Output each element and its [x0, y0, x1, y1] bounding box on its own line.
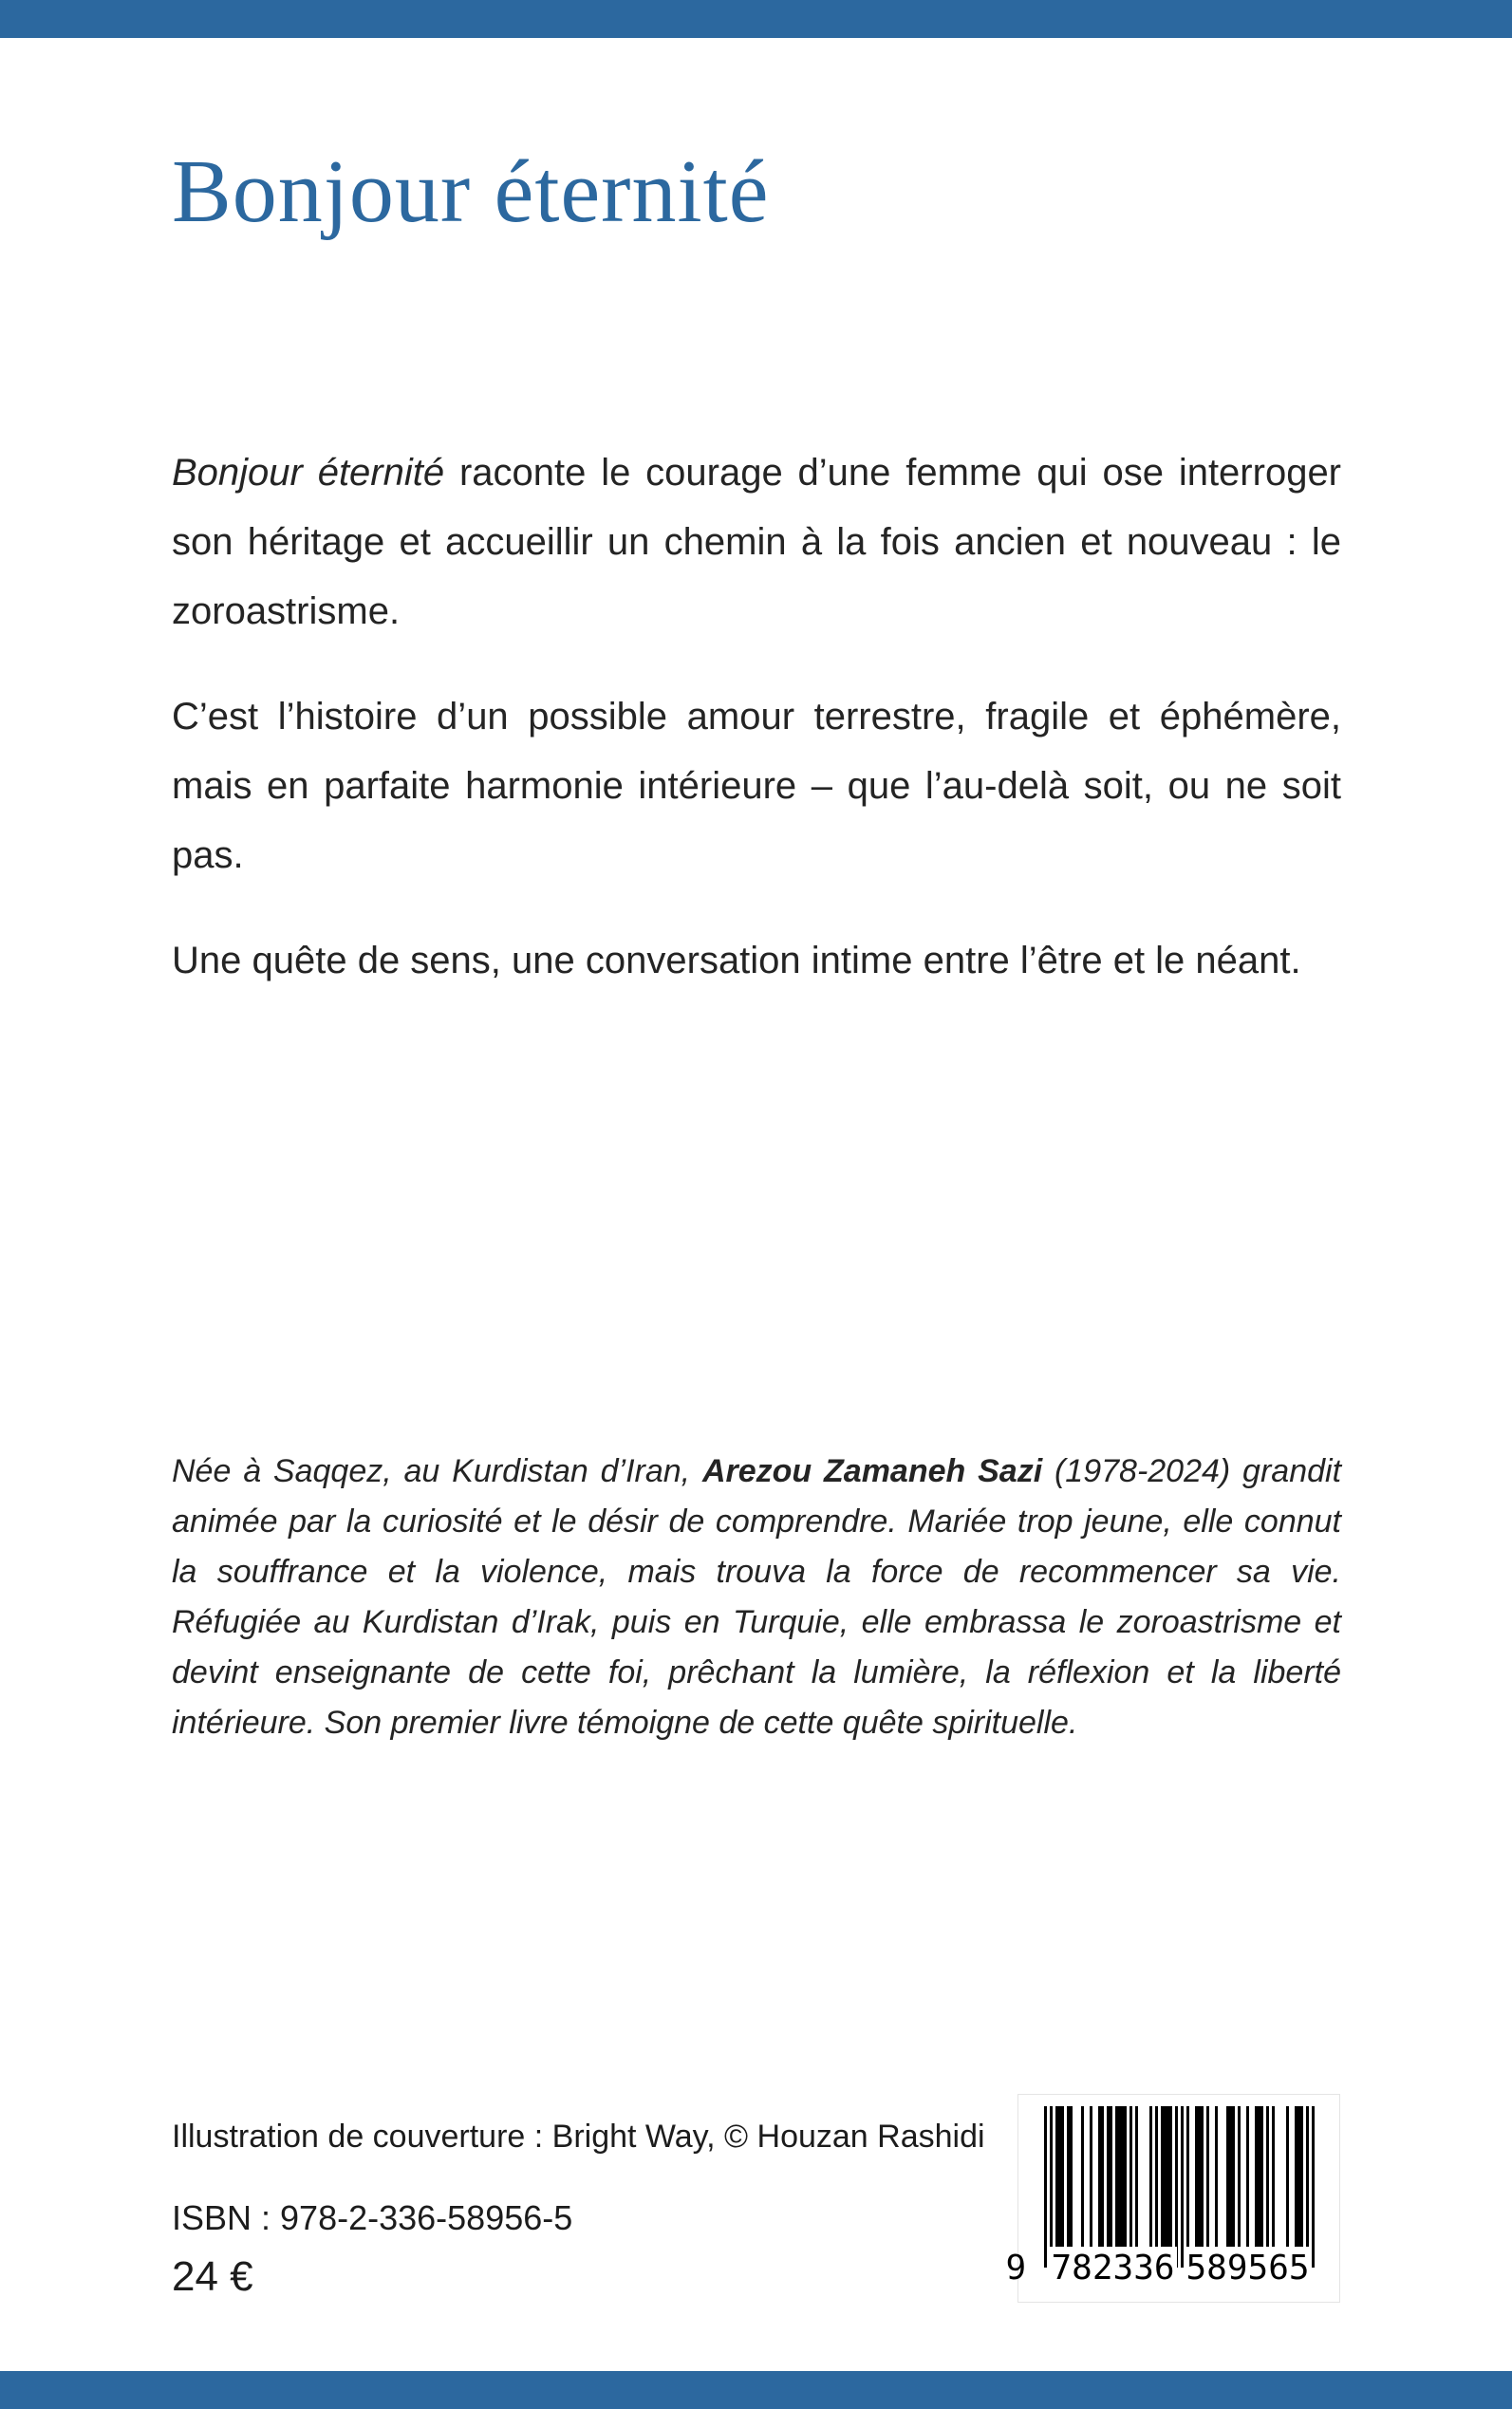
book-title: Bonjour éternité [172, 142, 770, 241]
author-bio [172, 1447, 1341, 1748]
bio-text-rest: (1978-2024) grandit animée par la curiosité et le désir de comprendre. Mariée trop jeune, elle connut la souffrance et la violence, mais trouva la force de recommencer sa vie. Réfugiée au Kurdistan d’Irak, puis en Turquie, elle embrassa le zoroastrisme et devint enseignante de cette foi, prêchant la lumière, la réflexion et la liberté intérieure. Son premier livre témoigne de cette quête spirituelle. [172, 1453, 1342, 1741]
bio-paragraph [172, 1447, 1341, 1748]
synopsis-paragraph [172, 439, 1341, 646]
barcode-digit-prefix: 9 [1005, 2249, 1027, 2288]
bio-text-lead: Née à Saqqez, au Kurdistan d’Iran, [172, 1453, 702, 1489]
synopsis [172, 439, 1341, 1032]
barcode-bars [1044, 2106, 1315, 2269]
bottom-accent-bar [0, 2371, 1512, 2409]
isbn-text: ISBN : 978-2-336-58956-5 [172, 2198, 573, 2237]
barcode-digits-right: 589565 [1185, 2247, 1312, 2290]
synopsis-text: raconte le courage d’une femme qui ose interroger son héritage et accueillir un chemin à la fois ancien et nouveau : le zoroastrisme. [172, 452, 1342, 632]
price-text: 24 € [172, 2253, 253, 2300]
barcode-digits-left: 782336 [1050, 2247, 1177, 2290]
barcode-inner [1005, 2106, 1315, 2294]
author-name: Arezou Zamaneh Sazi [701, 1453, 1043, 1489]
synopsis-paragraph: Une quête de sens, une conversation intime entre l’être et le néant. [172, 940, 1301, 981]
book-title-mention: Bonjour éternité [172, 452, 445, 494]
illustration-credit: Illustration de couverture : Bright Way, © Houzan Rashidi [172, 2119, 985, 2155]
barcode [1005, 2094, 1340, 2303]
top-accent-bar [0, 0, 1512, 38]
synopsis-paragraph: C’est l’histoire d’un possible amour terrestre, fragile et éphémère, mais en parfaite harmonie intérieure – que l’au-delà soit, ou ne soit pas. [172, 696, 1341, 876]
